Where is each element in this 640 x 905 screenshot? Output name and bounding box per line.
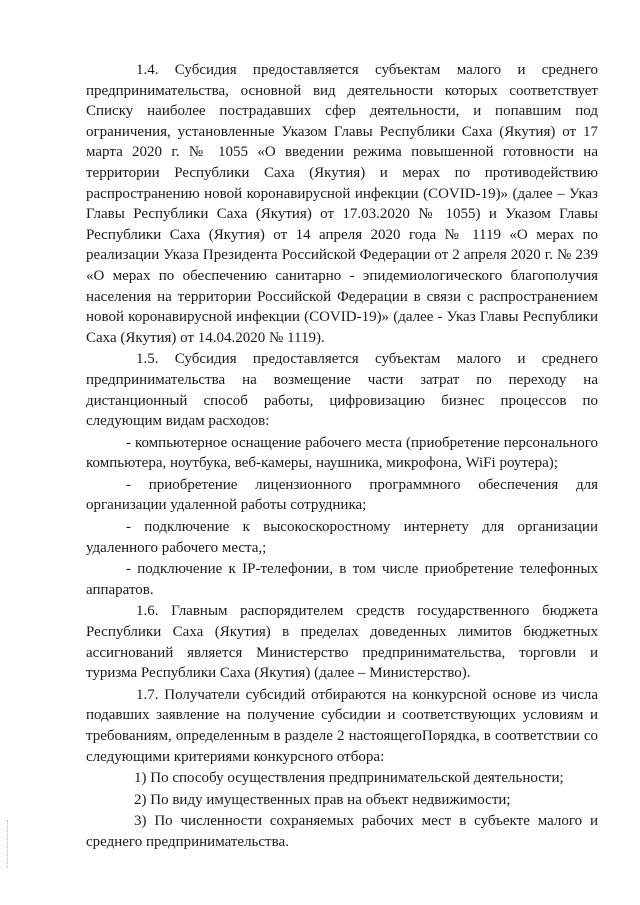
paragraph-1-7: 1.7. Получатели субсидий отбираются на конкурсной основе из числа подавших заявление на получение субсидии и соответствующих условиям и требованиям, определенным в разделе 2 настоящегоПорядка, в соответствии со следующими критериями конкурсного отбора:: [86, 686, 598, 765]
list-item-ip-telephony: - подключение к IP-телефонии, в том числе приобретение телефонных аппаратов.: [86, 561, 598, 598]
paragraph-1-5: 1.5. Субсидия предоставляется субъектам малого и среднего предпринимательства на возмещение части затрат по переходу на дистанционный способ работы, цифровизацию бизнес процессов по следующим видам расходов:: [86, 351, 598, 430]
margin-scan-mark: [7, 820, 10, 868]
criterion-2: 2) По виду имущественных прав на объект недвижимости;: [134, 791, 511, 808]
criterion-3: 3) По численности сохраняемых рабочих мест в субъекте малого и среднего предпринимательства.: [86, 813, 598, 850]
list-item-computer-equipment: - компьютерное оснащение рабочего места (приобретение персонального компьютера, ноутбука, веб-камеры, наушника, микрофона, WiFi роутера);: [86, 434, 598, 472]
list-item-high-speed-internet: - подключение к высокоскоростному интернету для организации удаленного рабочего места,;: [86, 519, 598, 556]
paragraph-1-6: 1.6. Главным распорядителем средств государственного бюджета Республики Саха (Якутия) в пределах доведенных лимитов бюджетных ассигнований является Министерство предпринимательства, торговли и туризма Республики Саха (Якутия) (далее – Министерство).: [86, 603, 598, 682]
paragraph-1-4: 1.4. Субсидия предоставляется субъектам малого и среднего предпринимательства, основной вид деятельности которых соответствует Списку наиболее пострадавших сфер деятельности, и попавшим под ограничения, установленные Указом Главы Республики Саха (Якутия) от 17 марта 2020 г. № 1055 «О введении режима повышенной готовности на территории Республики Саха (Якутия) и мерах по противодействию распространению новой коронавирусной инфекции (COVID-19)» (далее – Указ Главы Республики Саха (Якутия) от 17.03.2020 № 1055) и Указом Главы Республики Саха (Якутия) от 14 апреля 2020 года № 1119 «О мерах по реализации Указа Президента Российской Федерации от 2 апреля 2020 г. № 239 «О мерах по обеспечению санитарно - эпидемиологического благополучия населения на территории Российской Федерации в связи с распространением новой коронавирусной инфекции (COVID-19)» (далее - Указ Главы Республики Саха (Якутия) от 14.04.2020 № 1119).: [86, 62, 598, 346]
list-item-licensed-software: - приобретение лицензионного программного обеспечения для организации удаленной работы сотрудника;: [86, 476, 598, 514]
criterion-1: 1) По способу осуществления предпринимательской деятельности;: [134, 770, 564, 787]
